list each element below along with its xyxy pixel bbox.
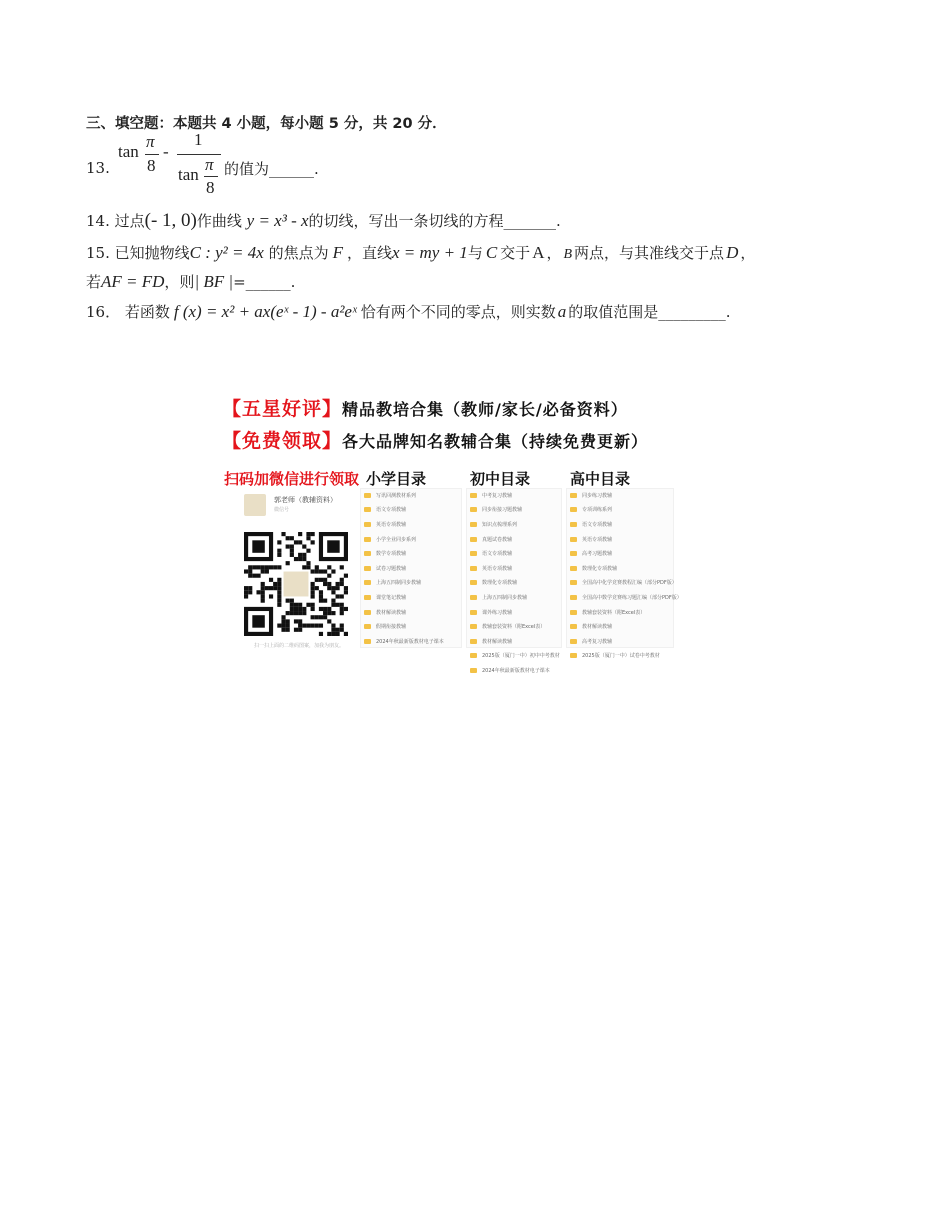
problem-14-mid: 作曲线 [196, 212, 242, 230]
ad-banner [222, 388, 682, 674]
fraction-bar-1 [145, 154, 159, 155]
list-item [570, 605, 682, 620]
list-item [364, 634, 444, 649]
text-then: ，则 [164, 273, 195, 291]
list-item-label: 专项训练系列 [582, 507, 613, 514]
folder-icon [470, 639, 477, 644]
parabola-equation: C : y² = 4x [189, 243, 264, 262]
fraction-bar-main [177, 154, 221, 155]
list-item [470, 649, 560, 664]
problem-15-line-1 [86, 242, 755, 263]
folder-icon [570, 595, 577, 600]
list-item-label: 真题试卷教辅 [482, 536, 513, 543]
list-item [470, 488, 560, 503]
folder-icon [470, 537, 477, 542]
list-junior [470, 488, 560, 678]
list-item-label: 全国高中数学竞赛练习题汇编（部分PDF版） [582, 594, 682, 601]
pi-1: π [146, 132, 155, 151]
point-b: B [563, 247, 573, 262]
list-item [470, 634, 560, 649]
list-item-label: 知识点梳理系列 [482, 521, 518, 528]
list-item-label: 教辅套装资料（附Excel表） [482, 624, 546, 631]
banner-tag-2: 【免费领取】 [222, 430, 343, 452]
eight-2: 8 [206, 178, 215, 197]
list-item-label: 小学全业同步系列 [376, 536, 417, 543]
list-item [364, 561, 444, 576]
text-line: ，直线 [346, 244, 392, 262]
list-item [570, 590, 682, 605]
folder-icon [570, 507, 577, 512]
problem-13-text: 的值为______. [224, 160, 319, 178]
banner-line-1 [222, 394, 628, 421]
list-item [364, 590, 444, 605]
folder-icon [470, 610, 477, 615]
list-item [470, 605, 560, 620]
problem-15-suffix: =______. [233, 273, 296, 291]
list-item-label: 英语专项教辅 [482, 565, 513, 572]
folder-icon [570, 624, 577, 629]
numerator-one: 1 [194, 130, 203, 149]
list-item-label: 教材解读教辅 [582, 624, 613, 631]
list-item [570, 517, 682, 532]
list-item [364, 546, 444, 561]
list-item [470, 619, 560, 634]
contact-name: 郭老师（教辅资料） [274, 496, 337, 504]
list-item [364, 605, 444, 620]
contact-sub: 微信号 [274, 507, 290, 513]
list-item [470, 663, 560, 678]
list-item [570, 532, 682, 547]
tan-1: tan [118, 142, 139, 161]
list-item [570, 503, 682, 518]
list-item [470, 546, 560, 561]
tan-2: tan [178, 165, 199, 184]
scan-instruction: 扫码加微信进行领取 [224, 470, 360, 488]
list-item [470, 561, 560, 576]
point-d: D [726, 243, 739, 262]
folder-icon [364, 610, 371, 615]
list-item-label: 2025版（厦门一中）试卷中考教材 [582, 653, 660, 660]
text-comma-2: ， [740, 244, 756, 262]
list-item-label: 同步练习教辅 [582, 492, 613, 499]
folder-icon [364, 537, 371, 542]
folder-icon [570, 522, 577, 527]
list-item-label: 语文专项教辅 [482, 551, 513, 558]
abs-bf: | BF | [194, 272, 234, 291]
list-item-label: 2024年秋最新版教材电子课本 [482, 667, 550, 674]
list-item [570, 619, 682, 634]
point: (- 1, 0) [144, 210, 197, 231]
list-item [364, 503, 444, 518]
folder-icon [364, 493, 371, 498]
list-item-label: 同步衔接习题教辅 [482, 507, 523, 514]
folder-icon [470, 580, 477, 585]
list-item-label: 英语专项教辅 [376, 521, 407, 528]
contact-card [242, 492, 362, 522]
list-item-label: 高考复习教辅 [582, 638, 613, 645]
folder-icon [570, 610, 577, 615]
folder-icon [364, 624, 371, 629]
text-if: 若 [86, 273, 102, 291]
list-item-label: 2025版（厦门一中）初中中考教材 [482, 653, 560, 660]
list-item [364, 619, 444, 634]
folder-icon [364, 522, 371, 527]
list-primary [364, 488, 444, 649]
list-item-label: 课堂笔记教辅 [376, 594, 407, 601]
folder-icon [364, 639, 371, 644]
curve-equation: y = x³ - x [246, 211, 309, 230]
list-item [364, 488, 444, 503]
folder-icon [364, 580, 371, 585]
folder-icon [570, 493, 577, 498]
list-item [364, 517, 444, 532]
variable-a: a [557, 302, 567, 321]
problem-16-mid: 恰有两个不同的零点，则实数 [360, 303, 556, 321]
list-item [470, 503, 560, 518]
text-focus: 的焦点为 [268, 244, 329, 262]
qr-caption: 扫一扫上面的二维码图案，加我为朋友。 [254, 643, 345, 649]
col-title-senior: 高中目录 [570, 470, 631, 488]
folder-icon [470, 653, 477, 658]
list-item [364, 532, 444, 547]
list-item-label: 教材解读教辅 [482, 638, 513, 645]
list-item-label: 教辅套装资料（附Excel表） [582, 609, 646, 616]
folder-icon [570, 653, 577, 658]
folder-icon [470, 551, 477, 556]
folder-icon [364, 551, 371, 556]
folder-icon [570, 580, 577, 585]
list-item-label: 全国高中化学竞赛教程汇编（部分PDF版） [582, 580, 677, 587]
qr-code-icon [244, 532, 348, 636]
list-item-label: 写讯回测教材系列 [376, 492, 417, 499]
list-item-label: 2024年秋最新版教材电子课本 [376, 638, 444, 645]
list-item [470, 590, 560, 605]
list-item-label: 语文专项教辅 [376, 507, 407, 514]
text-with: 与 [467, 244, 483, 262]
list-item-label: 中考复习教辅 [482, 492, 513, 499]
folder-icon [470, 595, 477, 600]
folder-icon [364, 566, 371, 571]
problem-16-prefix: 16． 若函数 [86, 303, 170, 321]
problem-14 [86, 210, 561, 232]
banner-text-2: 各大品牌知名教辅合集（持续免费更新） [342, 432, 649, 451]
list-item [570, 649, 682, 664]
avatar [244, 494, 266, 516]
col-title-junior: 初中目录 [470, 470, 531, 488]
folder-icon [470, 522, 477, 527]
list-item-label: 数学专项教辅 [376, 551, 407, 558]
banner-tag-1: 【五星好评】 [222, 398, 343, 420]
problem-13-number: 13. [86, 159, 110, 177]
list-item-label: 上海五四制同步教辅 [482, 594, 528, 601]
folder-icon [364, 507, 371, 512]
list-item [570, 634, 682, 649]
list-item-label: 高考习题教辅 [582, 551, 613, 558]
curve-c: C [485, 243, 498, 262]
list-item [570, 488, 682, 503]
folder-icon [570, 537, 577, 542]
problem-14-suffix: 的切线，写出一条切线的方程_______. [308, 212, 561, 230]
list-item-label: 试卷习题教辅 [376, 565, 407, 572]
banner-text-1: 精品教培合集（教师/家长/必备资料） [342, 400, 628, 419]
fraction-bar-2 [204, 176, 218, 177]
folder-icon [570, 566, 577, 571]
list-item-label: 数理化专项教辅 [482, 580, 518, 587]
section-title: 三、填空题：本题共 4 小题，每小题 5 分，共 20 分． [86, 116, 447, 132]
banner-line-2 [222, 426, 648, 453]
list-item-label: 教材解读教辅 [376, 609, 407, 616]
list-item [470, 576, 560, 591]
text-directrix: 两点，与其准线交于点 [574, 244, 725, 262]
function-definition: f (x) = x² + ax(eˣ - 1) - a²eˣ [173, 302, 357, 321]
col-title-primary: 小学目录 [366, 470, 427, 488]
folder-icon [570, 639, 577, 644]
line-equation: x = my + 1 [392, 243, 468, 262]
folder-icon [570, 551, 577, 556]
list-item [570, 576, 682, 591]
folder-icon [470, 507, 477, 512]
list-item [570, 561, 682, 576]
folder-icon [470, 668, 477, 673]
list-item-label: 数理化专项教辅 [582, 565, 618, 572]
focus-f: F [332, 243, 343, 262]
list-item-label: 英语专项教辅 [582, 536, 613, 543]
text-intersect: 交于 [500, 244, 531, 262]
list-item [570, 546, 682, 561]
folder-icon [470, 493, 477, 498]
problem-15-prefix: 15. 已知抛物线 [86, 244, 190, 262]
condition: AF = FD [101, 272, 165, 291]
list-item [364, 576, 444, 591]
eight-1: 8 [147, 156, 156, 175]
list-item [470, 517, 560, 532]
list-item-label: 语文专项教辅 [582, 521, 613, 528]
list-item-label: 课外练习教辅 [482, 609, 513, 616]
folder-icon [470, 566, 477, 571]
list-item-label: 上海五四制同步教辅 [376, 580, 422, 587]
problem-16 [86, 301, 731, 322]
folder-icon [364, 595, 371, 600]
list-item-label: 假期衔接教辅 [376, 624, 407, 631]
list-senior [570, 488, 682, 663]
text-comma: ， [546, 244, 562, 262]
list-item [470, 532, 560, 547]
point-a: A [532, 243, 545, 262]
problem-16-suffix: 的取值范围是_________. [568, 303, 731, 321]
problem-14-prefix: 14. 过点 [86, 212, 145, 230]
pi-2: π [205, 155, 214, 174]
minus-sign: - [163, 142, 169, 161]
problem-15-line-2 [86, 271, 295, 292]
folder-icon [470, 624, 477, 629]
